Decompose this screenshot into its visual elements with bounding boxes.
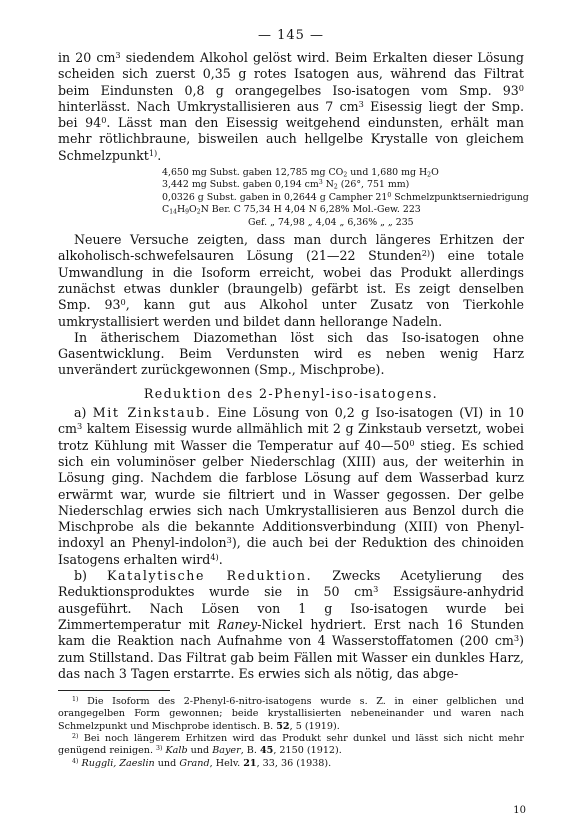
analysis-line-camphor: 0,0326 g Subst. gaben in 0,2644 g Campher $21^0$ Schmelzpunktserniedrigung <box>162 191 529 203</box>
analysis-line-found: Gef. „ 74,98 „ 4,04 „ 6,36% „ „ 235 <box>248 216 414 228</box>
analysis-line-calculated: $C_{14}H_9O_2N$ Ber. C 75,34 H 4,04 N 6,28% Mol.-Gew. 223 <box>162 204 421 216</box>
document-page <box>58 28 529 770</box>
paragraph-diazomethan: In ätherischem Diazomethan löst sich das Iso-isatogen ohne Gasentwicklung. Beim Verdunsten wird es neben wenig Harz unverändert zurückgewonnen (Smp., Mischprobe). <box>58 329 524 378</box>
footnote-2-3: $^{2)}$ Bei noch längerem Erhitzen wird das Produkt sehr dunkel und lässt sich nicht mehr genügend reinigen. $^{3)}$ Kalb und Bayer, B. 45, 2150 (1912). <box>58 732 524 757</box>
analysis-data <box>162 167 529 229</box>
footnote-1: $^{1)}$ Die Isoform des 2-Phenyl-6-nitro-isatogens wurde s. Z. in einer gelblichen und orangegelben Form gewonnen; beide krystallisierten nebeneinander und waren nach Schmelzpunkt und Mischprobe identisch. B. 52, 5 (1919). <box>58 696 524 732</box>
paragraph-zinc-reduction: a) Mit Zinkstaub. Eine Lösung von 0,2 g Iso-isatogen (VI) in 10 $cm^3$ kaltem Eisessig wurde allmählich mit 2 g Zinkstaub versetzt, wobei trotz Kühlung mit Wasser die Temperatur auf $40—50^0$ stieg. Es schied sich ein voluminöser gelber Niederschlag (XIII) aus, der weiterhin in Lösung ging. Nachdem die farblose Lösung auf dem Wasserbad kurz erwärmt war, wurde sie filtriert und in Wasser gegossen. Der gelbe Niederschlag erwies sich nach Umkrystallisieren aus Benzol durch die Mischprobe als die bekannte Additionsverbindung (XIII) von Phenyl-indoxyl an Phenyl-indolon$^3$), die auch bei der Reduktion des chinoiden Isatogens erhalten wird$^{4)}$. <box>58 405 524 567</box>
section-heading: Reduktion des 2-Phenyl-iso-isatogens. <box>143 385 439 401</box>
analysis-line-nitrogen: 3,442 mg Subst. gaben 0,194 $cm^3$ $N_2$ (26°, 751 mm) <box>162 179 410 191</box>
analysis-line-carbon-hydrogen: 4,650 mg Subst. gaben 12,785 mg $CO_2$ und 1,680 mg $H_2O$ <box>162 167 439 179</box>
paragraph-catalytic-reduction: b) Katalytische Reduktion. Zwecks Acetylierung des Reduktionsproduktes wurde sie in 50 $cm^3$ Essigsäure-anhydrid ausgeführt. Nach Lösen von 1 g Iso-isatogen wurde bei Zimmertemperatur mit Raney-Nickel hydriert. Erst nach 16 Stunden kam die Reaktion nach Aufnahme von 4 Wasserstoffatomen (200 $cm^3$) zum Stillstand. Das Filtrat gab beim Fällen mit Wasser ein dunkles Harz, das nach 3 Tagen erstarrte. Es erwies sich als nötig, das abge- <box>58 568 524 681</box>
paragraph-newer-experiments: Neuere Versuche zeigten, dass man durch längeres Erhitzen der alkoholisch-schwefelsauren Lösung (21—22 Stunden$^{2)}$) eine totale Umwandlung in die Isoform erreicht, wobei das Produkt allerdings zunächst etwas dunkler (braungelb) gefärbt ist. Es zeigt denselben Smp. $93^0$, kann gut aus Alkohol unter Zusatz von Tierkohle umkrystallisiert werden und bildet dann hellorange Nadeln. <box>58 232 525 329</box>
footnote-ref-1: 1) <box>148 147 158 158</box>
footnote-ref-4: 4) <box>210 551 219 562</box>
page-number: — 145 — <box>257 28 325 43</box>
signature-mark: 10 <box>513 805 526 816</box>
footnote-ref-2: 2) <box>421 248 431 259</box>
footnote-ref-3: 3 <box>226 535 232 546</box>
footnote-4: $^{4)}$ Ruggli, Zaeslin und Grand, Helv. 21, 33, 36 (1938). <box>72 757 332 769</box>
paragraph-isatogen-crystallization: in 20 $cm^3$ siedendem Alkohol gelöst wird. Beim Erkalten dieser Lösung scheiden sich zuerst 0,35 g rotes Isatogen aus, während das Filtrat beim Eindunsten 0,8 g orangegelbes Iso-isatogen vom Smp. $93^0$ hinterlässt. Nach Umkrystallisieren aus 7 $cm^3$ Eisessig liegt der Smp. bei $94^0$. Lässt man den Eisessig weitgehend eindunsten, erhält man mehr rötlichbraune, bisweilen auch hellgelbe Krystalle von gleichem Schmelzpunkt$^{1)}$. <box>58 49 524 163</box>
footnote-divider <box>58 690 170 691</box>
